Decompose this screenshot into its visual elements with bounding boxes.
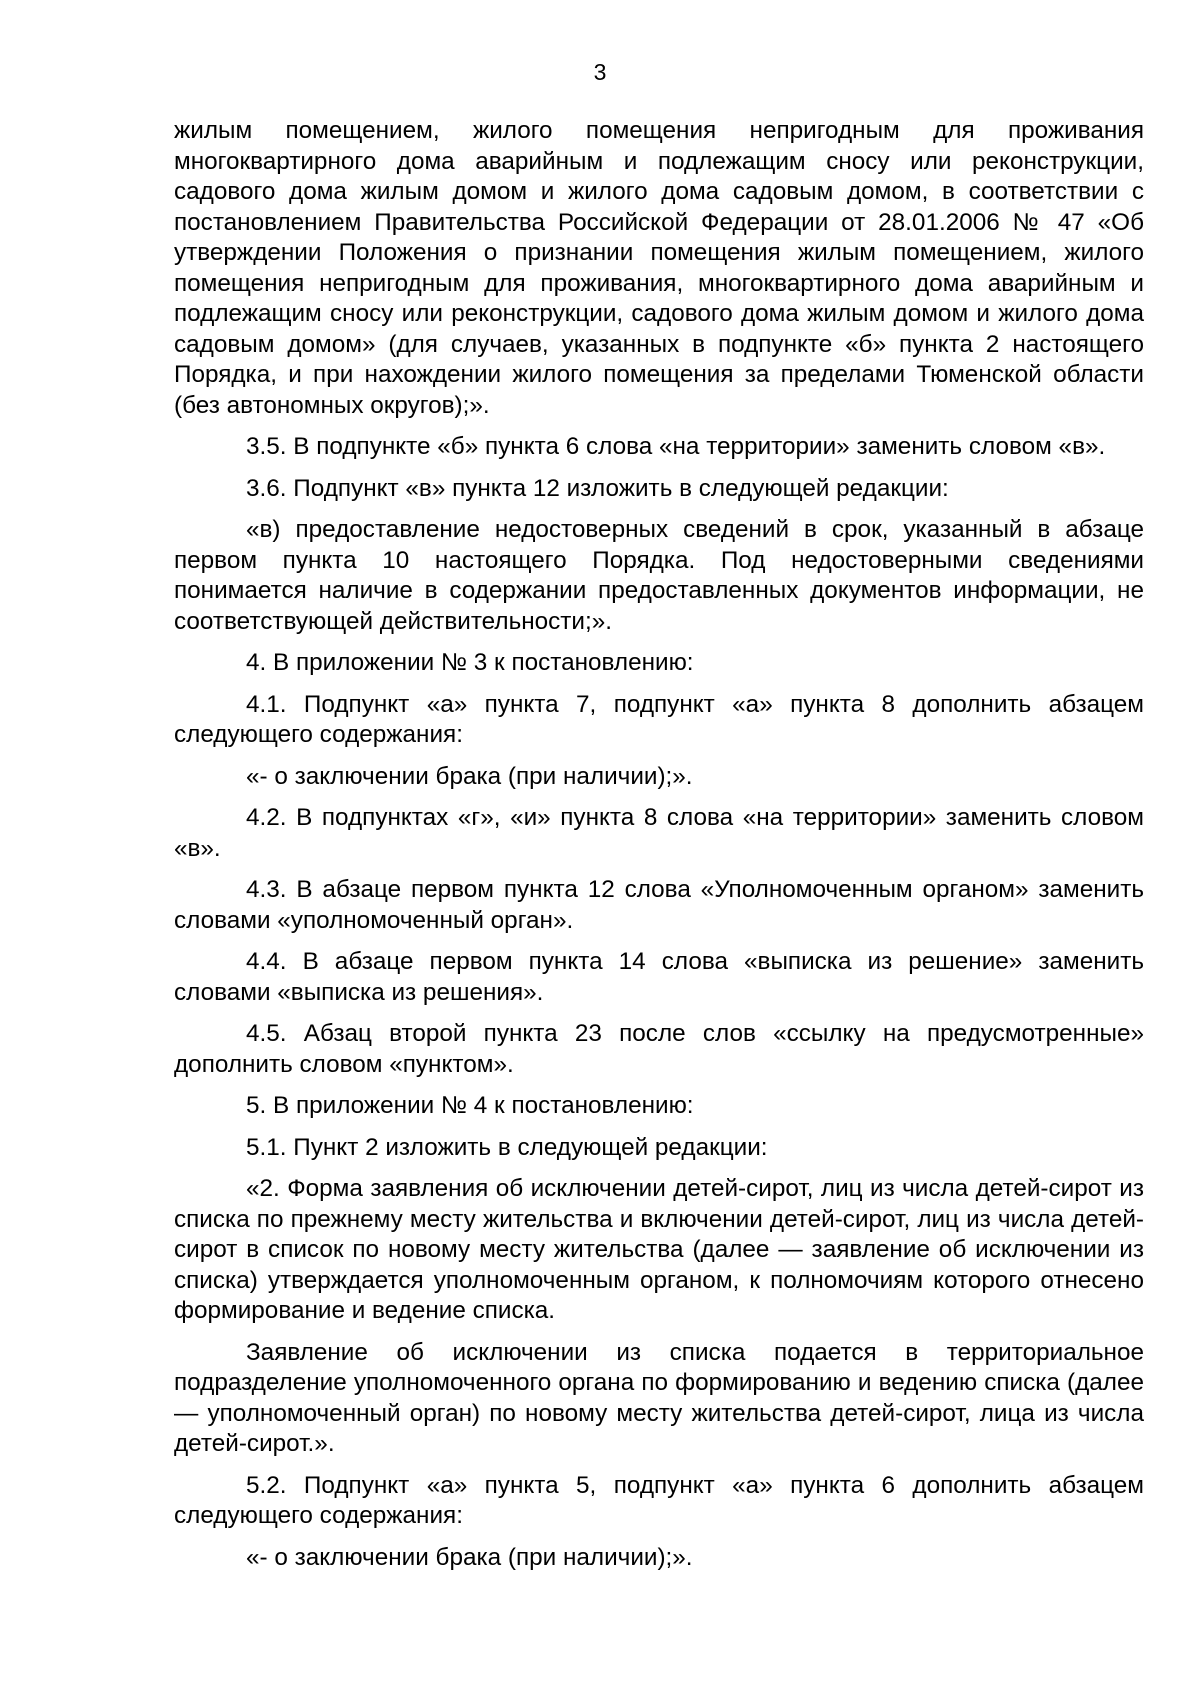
paragraph-5-2-text: «- о заключении брака (при наличии);». (246, 1543, 693, 1571)
paragraph-5: 5. В приложении № 4 к постановлению: (246, 1092, 694, 1119)
paragraph-5-2: 5.2. Подпункт «а» пункта 5, подпункт «а» пункта 6 дополнить абзацем следующего содержания: (174, 1471, 1144, 1529)
paragraph-5-1: 5.1. Пункт 2 изложить в следующей редакции: (246, 1133, 768, 1161)
paragraph-5-1-text: «2. Форма заявления об исключении детей-сирот, лиц из числа детей-сирот из списка по прежнему месту жительства и включении детей-сирот, лиц из числа детей-сирот в список по новому месту жительства (далее — заявление об исключении из списка) утверждается уполномоченным органом, к полномочиям которого отнесено формирование и ведение списка. (174, 1175, 1144, 1324)
paragraph-4-4: 4.4. В абзаце первом пункта 14 слова «выписка из решение» заменить словами «выписка из решения». (174, 948, 1144, 1006)
paragraph-4-1-text: «- о заключении брака (при наличии);». (246, 762, 693, 790)
document-body (174, 116, 1144, 1584)
paragraph-4-3: 4.3. В абзаце первом пункта 12 слова «Уполномоченным органом» заменить словами «уполномоченный орган». (174, 876, 1144, 934)
paragraph-3-6-text: «в) предоставление недостоверных сведений в срок, указанный в абзаце первом пункта 10 настоящего Порядка. Под недостоверными сведениями понимается наличие в содержании предоставленных документов информации, не соответствующей действительности;». (174, 516, 1144, 635)
paragraph-4-1: 4.1. Подпункт «а» пункта 7, подпункт «а» пункта 8 дополнить абзацем следующего содержания: (174, 690, 1144, 748)
paragraph-3-5: 3.5. В подпункте «б» пункта 6 слова «на территории» заменить словом «в». (246, 433, 1106, 460)
paragraph-4: 4. В приложении № 3 к постановлению: (246, 649, 694, 676)
paragraph-continuation: жилым помещением, жилого помещения непригодным для проживания многоквартирного дома аварийным и подлежащим сносу или реконструкции, садового дома жилым домом и жилого дома садовым домом, в соответствии с постановлением Правительства Российской Федерации от 28.01.2006 № 47 «Об утверждении Положения о признании помещения жилым помещением, жилого помещения непригодным для проживания, многоквартирного дома аварийным и подлежащим сносу или реконструкции, садового дома жилым домом и жилого дома садовым домом» (для случаев, указанных в подпункте «б» пункта 2 настоящего Порядка, и при нахождении жилого помещения за пределами Тюменской области (без автономных округов);». (174, 117, 1144, 419)
paragraph-3-6: 3.6. Подпункт «в» пункта 12 изложить в следующей редакции: (246, 474, 949, 502)
page-number: 3 (593, 59, 607, 85)
paragraph-5-1-text-2: Заявление об исключении из списка подается в территориальное подразделение уполномоченного органа по формированию и ведению списка (далее — уполномоченный орган) по новому месту жительства детей-сирот, лица из числа детей-сирот.». (174, 1338, 1144, 1457)
paragraph-4-2: 4.2. В подпунктах «г», «и» пункта 8 слова «на территории» заменить словом «в». (174, 804, 1144, 862)
paragraph-4-5: 4.5. Абзац второй пункта 23 после слов «ссылку на предусмотренные» дополнить словом «пунктом». (174, 1020, 1144, 1078)
